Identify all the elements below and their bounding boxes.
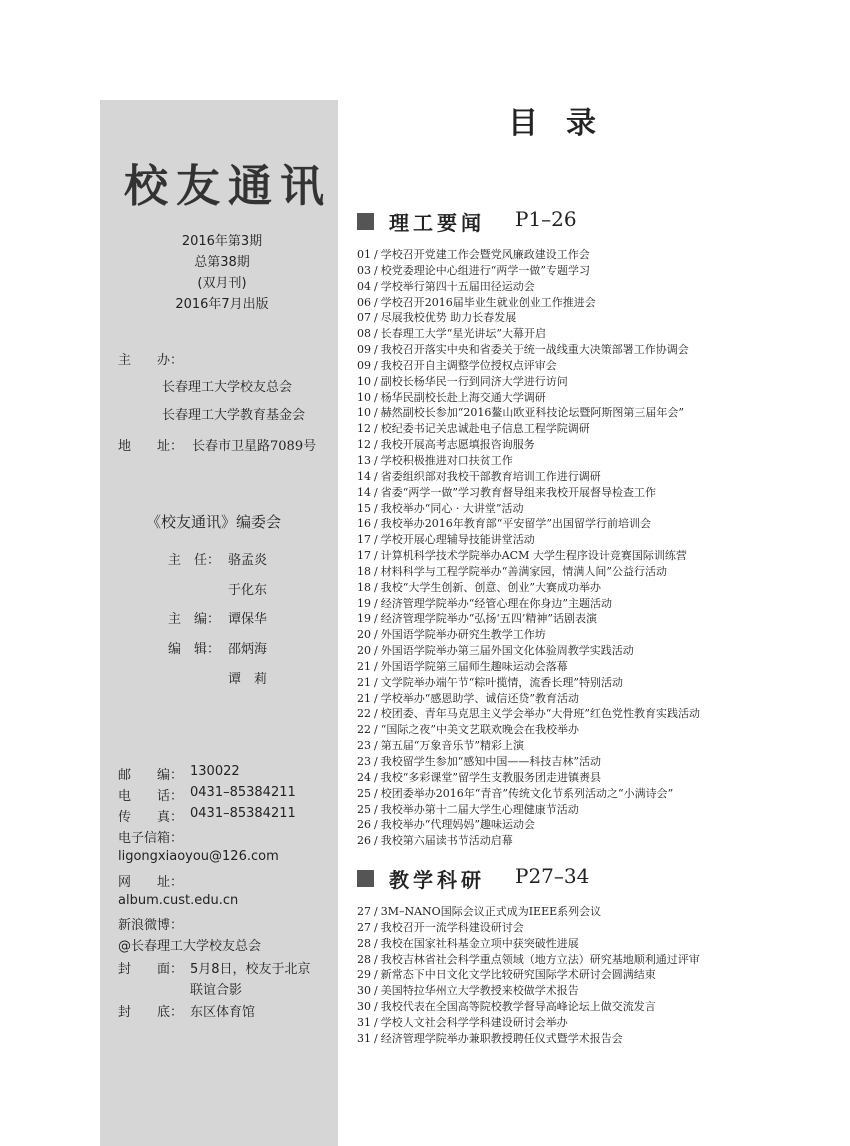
toc-entry [357, 967, 700, 983]
toc-entry-title: 经济管理学院举办“弘扬‘五四’精神”话剧表演 [380, 612, 597, 626]
toc-entry [357, 936, 700, 952]
toc-entry-title: 学校召开2016届毕业生就业创业工作推进会 [380, 295, 596, 309]
sponsor-label: 主 办： [118, 353, 184, 368]
toc-entry [357, 1031, 700, 1047]
toc-list-teaching [357, 904, 700, 1047]
toc-entry [357, 754, 700, 770]
toc-entry-title: 我校在国家社科基金立项中获突破性进展 [380, 936, 579, 950]
toc-entry-title: 校纪委书记关忠诚赴电子信息工程学院调研 [380, 422, 590, 436]
toc-entry-page: 09 [357, 343, 371, 357]
toc-entry-separator: / [374, 533, 378, 547]
address-value: 长春市卫星路7089号 [192, 439, 317, 454]
chief-editor: 谭保华 [228, 612, 268, 627]
toc-entry [357, 1015, 700, 1031]
toc-entry [357, 611, 700, 627]
toc-title: 目录 [508, 106, 624, 141]
toc-entry-page: 22 [357, 723, 371, 737]
issue-total: 总第38期 [194, 255, 250, 270]
weibo-value: @长春理工大学校友总会 [118, 939, 262, 954]
toc-entry-separator: / [374, 422, 378, 436]
toc-entry [357, 675, 700, 691]
toc-entry-separator: / [374, 739, 378, 753]
toc-entry-page: 04 [357, 279, 371, 293]
toc-entry [357, 516, 700, 532]
magazine-title: 校友通讯 [124, 161, 332, 212]
toc-entry [357, 437, 700, 453]
toc-entry-page: 31 [357, 1015, 371, 1029]
toc-entry [357, 627, 700, 643]
toc-entry-page: 20 [357, 644, 371, 658]
toc-entry [357, 580, 700, 596]
toc-entry-page: 17 [357, 533, 371, 547]
toc-entry [357, 310, 700, 326]
chief-editor-label: 主 编： [168, 612, 221, 627]
toc-entry [357, 421, 700, 437]
toc-entry-page: 28 [357, 952, 371, 966]
toc-entry-title: 文学院举办端午节“粽叶揽情，流香长理”特别活动 [380, 675, 623, 689]
toc-entry-page: 15 [357, 501, 371, 515]
toc-entry [357, 983, 700, 999]
toc-entry-separator: / [374, 596, 378, 610]
toc-entry [357, 279, 700, 295]
toc-entry-page: 27 [357, 905, 371, 918]
issue-year: 2016年第3期 [181, 234, 263, 249]
toc-entry-page: 18 [357, 580, 371, 594]
toc-entry-title: 新常态下中日文化文学比较研究国际学术研讨会圆满结束 [380, 968, 656, 982]
toc-entry-page: 30 [357, 984, 371, 998]
toc-entry-title: 学校积极推进对口扶贫工作 [380, 453, 513, 467]
toc-entry-title: 尽展我校优势 助力长春发展 [380, 311, 517, 325]
toc-entry [357, 920, 700, 936]
toc-entry-page: 27 [357, 920, 371, 934]
toc-entry [357, 770, 700, 786]
toc-entry-separator: / [374, 675, 378, 689]
toc-entry-separator: / [374, 406, 378, 420]
toc-entry-page: 29 [357, 968, 371, 982]
toc-entry [357, 833, 700, 849]
toc-entry [357, 659, 700, 675]
website-value: album.cust.edu.cn [118, 893, 239, 908]
toc-entry-title: 我校“大学生创新、创意、创业”大赛成功举办 [380, 580, 601, 594]
toc-entry-title: 省委组织部对我校干部教育培训工作进行调研 [380, 469, 601, 483]
toc-entry-title: 校团委、青年马克思主义学会举办“大骨班”红色党性教育实践活动 [380, 707, 700, 721]
toc-entry-title: 我校举办“同心 · 大讲堂”活动 [380, 501, 524, 515]
toc-entry-separator: / [374, 279, 378, 293]
toc-entry-page: 09 [357, 358, 371, 372]
toc-entry [357, 643, 700, 659]
toc-entry-separator: / [374, 920, 378, 934]
toc-entry-page: 25 [357, 786, 371, 800]
toc-entry-page: 19 [357, 612, 371, 626]
toc-entry-separator: / [374, 485, 378, 499]
toc-entry-separator: / [374, 1000, 378, 1014]
toc-entry [357, 532, 700, 548]
fax-label: 传 真： [118, 810, 184, 825]
toc-entry-title: 第五届“万象音乐节”精彩上演 [380, 739, 524, 753]
postcode-value: 130022 [190, 764, 240, 779]
committee-title: 《校友通讯》编委会 [146, 513, 282, 531]
toc-entry-title: 我校第六届读书节活动启幕 [380, 834, 513, 848]
section-marker-icon [357, 870, 374, 887]
toc-entry [357, 469, 700, 485]
toc-entry-title: 经济管理学院举办兼职教授聘任仪式暨学术报告会 [380, 1031, 623, 1045]
toc-entry [357, 817, 700, 833]
toc-entry-page: 06 [357, 295, 371, 309]
toc-entry-title: 我校吉林省社会科学重点领域（地方立法）研究基地顺利通过评审 [380, 952, 700, 966]
toc-entry-title: 我校召开落实中央和省委关于统一战线重大决策部署工作协调会 [380, 343, 689, 357]
toc-entry-page: 08 [357, 327, 371, 341]
toc-entry-page: 12 [357, 422, 371, 436]
toc-entry [357, 999, 700, 1015]
toc-entry-title: 材料科学与工程学院举办“善满家园，情满人间”公益行活动 [380, 564, 667, 578]
toc-entry-title: 校团委举办2016年“青音”传统文化节系列活动之“小满诗会” [380, 786, 674, 800]
toc-entry-separator: / [374, 327, 378, 341]
toc-entry-page: 21 [357, 659, 371, 673]
editor-2: 谭 莉 [228, 672, 268, 687]
toc-entry-title: 计算机科学技术学院举办ACM 大学生程序设计竞赛国际训练营 [380, 549, 687, 563]
toc-entry-separator: / [374, 723, 378, 737]
toc-entry-page: 16 [357, 517, 371, 531]
toc-entry [357, 501, 700, 517]
toc-entry-separator: / [374, 612, 378, 626]
toc-entry-title: 学校开展心理辅导技能讲堂活动 [380, 533, 535, 547]
toc-entry-page: 10 [357, 374, 371, 388]
toc-entry-title: 学校召开党建工作会暨党风廉政建设工作会 [380, 248, 590, 261]
toc-entry [357, 786, 700, 802]
section-pages: P1–26 [515, 207, 577, 231]
website-label: 网 址： [118, 875, 184, 890]
toc-entry-separator: / [374, 501, 378, 515]
back-cover-value: 东区体育馆 [190, 1005, 256, 1020]
toc-entry-title: 我校开展高考志愿填报咨询服务 [380, 438, 535, 452]
toc-entry [357, 342, 700, 358]
toc-entry-title: 我校召开一流学科建设研讨会 [380, 920, 524, 934]
postcode-label: 邮 编： [118, 768, 184, 783]
editors-label: 编 辑： [168, 642, 221, 657]
toc-entry-page: 23 [357, 739, 371, 753]
toc-entry-separator: / [374, 358, 378, 372]
toc-entry [357, 706, 700, 722]
toc-entry-separator: / [374, 691, 378, 705]
toc-entry-page: 26 [357, 834, 371, 848]
toc-entry [357, 374, 700, 390]
toc-entry-separator: / [374, 628, 378, 642]
toc-entry-title: 校党委理论中心组进行“两学一做”专题学习 [380, 263, 590, 277]
toc-entry-title: 副校长杨华民一行到同济大学进行访问 [380, 374, 568, 388]
toc-entry-page: 28 [357, 936, 371, 950]
toc-entry-separator: / [374, 659, 378, 673]
toc-entry-separator: / [374, 517, 378, 531]
toc-entry-separator: / [374, 438, 378, 452]
toc-entry-separator: / [374, 248, 378, 261]
toc-entry [357, 722, 700, 738]
cover-line-2: 联谊合影 [190, 983, 243, 998]
editor-1: 邵炳海 [228, 642, 268, 657]
toc-entry-title: 我校留学生参加“感知中国——科技吉林”活动 [380, 755, 601, 768]
toc-entry [357, 952, 700, 968]
toc-entry-separator: / [374, 802, 378, 816]
toc-entry-title: 学校人文社会科学学科建设研讨会举办 [380, 1015, 568, 1029]
toc-entry [357, 485, 700, 501]
toc-entry-title: 我校举办2016年教育部“平安留学”出国留学行前培训会 [380, 517, 651, 531]
toc-entry-page: 03 [357, 263, 371, 277]
toc-entry-page: 25 [357, 802, 371, 816]
toc-entry-page: 13 [357, 453, 371, 467]
toc-entry-title: 经济管理学院举办“经管心理在你身边”主题活动 [380, 596, 612, 610]
toc-entry-title: 杨华民副校长赴上海交通大学调研 [380, 390, 546, 404]
toc-entry [357, 390, 700, 406]
toc-entry-separator: / [374, 580, 378, 594]
toc-entry-page: 19 [357, 596, 371, 610]
toc-entry-separator: / [374, 644, 378, 658]
toc-entry-separator: / [374, 818, 378, 832]
toc-entry [357, 453, 700, 469]
cover-line-1: 5月8日，校友于北京 [190, 962, 311, 977]
toc-entry [357, 326, 700, 342]
toc-entry-page: 31 [357, 1031, 371, 1045]
toc-entry [357, 738, 700, 754]
section-name: 理工要闻 [389, 211, 485, 235]
toc-entry-page: 10 [357, 390, 371, 404]
toc-entry-page: 14 [357, 485, 371, 499]
toc-entry-separator: / [374, 295, 378, 309]
toc-entry-title: 省委“两学一做”学习教育督导组来我校开展督导检查工作 [380, 485, 656, 499]
section-pages: P27–34 [515, 864, 590, 888]
toc-entry-title: 赫然副校长参加“2016鳌山欧亚科技论坛暨阿斯图第三届年会” [380, 406, 684, 420]
section-marker-icon [357, 213, 374, 230]
toc-entry [357, 691, 700, 707]
toc-entry-title: 学校举办“感恩助学、诚信还贷”教育活动 [380, 691, 579, 705]
toc-entry-title: “国际之夜”中美文艺联欢晚会在我校举办 [380, 723, 579, 737]
toc-entry [357, 295, 700, 311]
toc-entry-separator: / [374, 311, 378, 325]
section-name: 教学科研 [389, 868, 485, 892]
address-label: 地 址： [118, 439, 184, 454]
toc-entry-separator: / [374, 786, 378, 800]
fax-value: 0431–85384211 [190, 806, 296, 821]
phone-label: 电 话： [118, 789, 184, 804]
toc-entry-title: 我校代表在全国高等院校教学督导高峰论坛上做交流发言 [380, 1000, 656, 1014]
toc-entry-separator: / [374, 469, 378, 483]
toc-entry-title: 长春理工大学“星光讲坛”大幕开启 [380, 327, 546, 341]
toc-entry-separator: / [374, 1015, 378, 1029]
toc-entry-title: 我校“多彩课堂”留学生支教服务团走进镇赉县 [380, 770, 601, 784]
toc-entry-title: 3M–NANO国际会议正式成为IEEE系列会议 [380, 905, 602, 918]
section-header-news [357, 207, 817, 237]
toc-entry-title: 外国语学院举办第三届外国文化体验周教学实践活动 [380, 644, 634, 658]
toc-entry-separator: / [374, 770, 378, 784]
toc-entry-title: 学校举行第四十五届田径运动会 [380, 279, 535, 293]
toc-entry-page: 21 [357, 691, 371, 705]
toc-entry-separator: / [374, 374, 378, 388]
toc-entry-title: 我校举办第十二届大学生心理健康节活动 [380, 802, 579, 816]
toc-entry-separator: / [374, 564, 378, 578]
toc-entry-separator: / [374, 952, 378, 966]
toc-entry-separator: / [374, 984, 378, 998]
toc-entry [357, 904, 700, 920]
director-1: 骆孟炎 [228, 553, 268, 568]
phone-value: 0431–85384211 [190, 785, 296, 800]
issue-frequency: (双月刊) [197, 276, 247, 291]
toc-entry [357, 405, 700, 421]
toc-entry-title: 我校举办“代理妈妈”趣味运动会 [380, 818, 535, 832]
section-header-teaching [357, 864, 817, 894]
toc-entry-separator: / [374, 834, 378, 848]
toc-entry-separator: / [374, 343, 378, 357]
toc-entry [357, 596, 700, 612]
toc-entry-title: 我校召开自主调整学位授权点评审会 [380, 358, 557, 372]
toc-entry-page: 24 [357, 770, 371, 784]
toc-entry-page: 17 [357, 549, 371, 563]
toc-entry [357, 802, 700, 818]
toc-entry-page: 18 [357, 564, 371, 578]
toc-entry-page: 01 [357, 248, 371, 261]
toc-entry-page: 23 [357, 755, 371, 768]
toc-entry-page: 26 [357, 818, 371, 832]
toc-entry-separator: / [374, 1031, 378, 1045]
toc-entry-separator: / [374, 549, 378, 563]
toc-entry-separator: / [374, 936, 378, 950]
toc-entry-page: 22 [357, 707, 371, 721]
sponsor-name-2: 长春理工大学教育基金会 [162, 408, 306, 423]
toc-entry [357, 263, 700, 279]
toc-entry-separator: / [374, 968, 378, 982]
email-value: ligongxiaoyou@126.com [118, 849, 279, 864]
back-cover-label: 封 底： [118, 1005, 184, 1020]
sponsor-name-1: 长春理工大学校友总会 [162, 380, 293, 395]
toc-entry-page: 12 [357, 438, 371, 452]
toc-entry-title: 外国语学院举办研究生教学工作坊 [380, 628, 546, 642]
toc-entry-separator: / [374, 707, 378, 721]
toc-entry-page: 21 [357, 675, 371, 689]
toc-entry [357, 564, 700, 580]
toc-entry-page: 07 [357, 311, 371, 325]
toc-entry-title: 外国语学院第三届师生趣味运动会落幕 [380, 659, 568, 673]
toc-entry-separator: / [374, 453, 378, 467]
toc-entry-page: 10 [357, 406, 371, 420]
toc-entry-separator: / [374, 755, 378, 768]
director-label: 主 任： [168, 553, 221, 568]
toc-entry-separator: / [374, 263, 378, 277]
issue-date: 2016年7月出版 [175, 297, 269, 312]
cover-label: 封 面： [118, 962, 184, 977]
email-label: 电子信箱： [118, 831, 184, 846]
toc-entry [357, 548, 700, 564]
weibo-label: 新浪微博： [118, 918, 184, 933]
toc-entry-page: 14 [357, 469, 371, 483]
toc-entry-page: 20 [357, 628, 371, 642]
toc-entry-title: 美国特拉华州立大学教授来校做学术报告 [380, 984, 579, 998]
toc-list-news [357, 247, 700, 849]
toc-entry-page: 30 [357, 1000, 371, 1014]
toc-entry-separator: / [374, 905, 378, 918]
toc-entry-separator: / [374, 390, 378, 404]
director-2: 于化东 [228, 583, 268, 598]
toc-entry [357, 358, 700, 374]
toc-entry [357, 247, 700, 263]
